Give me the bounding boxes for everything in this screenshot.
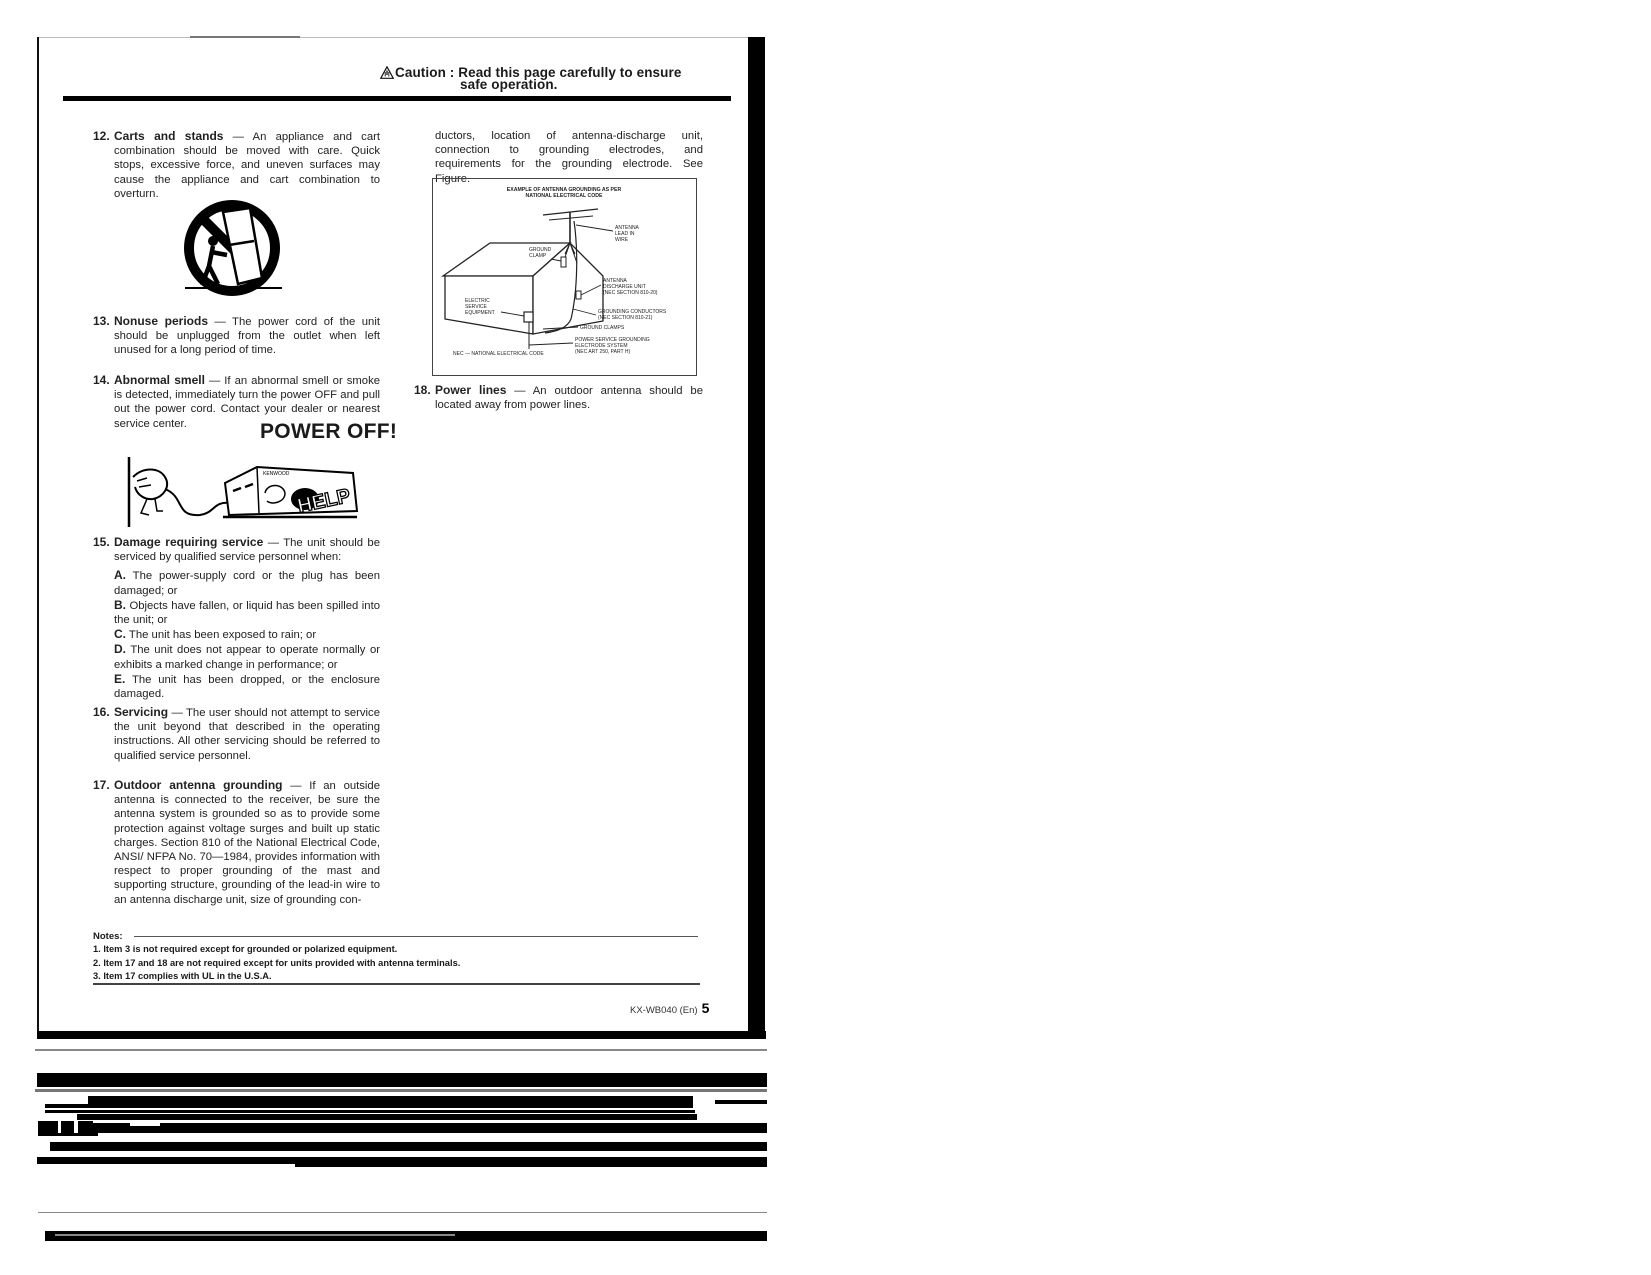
svg-text:KENWOOD: KENWOOD xyxy=(263,471,290,477)
subitem-e: E. The unit has been dropped, or the enclosure damaged. xyxy=(114,671,380,701)
notes-rule-bottom xyxy=(93,983,700,985)
svg-text:GROUNDING CONDUCTORS: GROUNDING CONDUCTORS xyxy=(598,309,667,315)
item-text: — If an outside antenna is connected to the receiver, be sure the antenna system is grounded so as to provide some protection against voltage surges and built up static charges. Section 810 of the National Electrical Code, ANSI/ NFPA No. 70—1984, provides information with respect to proper grounding of the mast and supporting structure, grounding of the lead-in wire to an antenna discharge unit, size of grounding con- xyxy=(114,780,380,906)
item-16-servicing xyxy=(93,705,380,763)
item-12-carts-and-stands xyxy=(93,129,380,201)
caution-header xyxy=(380,66,730,91)
item-number: 16. xyxy=(93,705,110,719)
svg-text:POWER SERVICE GROUNDING: POWER SERVICE GROUNDING xyxy=(575,337,650,343)
item-text: — The power cord of the unit should be unplugged from the outlet when left unused for a long period of time. xyxy=(114,316,380,357)
scan-artefacts xyxy=(35,1044,767,1244)
item-15-damage-requiring-service xyxy=(93,535,380,701)
item-17-continuation: ductors, location of antenna-discharge unit, connection to grounding electrodes, and requirements for the grounding electrode. See Figure. xyxy=(435,130,703,185)
item-text: — An appliance and cart combination should be moved with care. Quick stops, excessive force, and uneven surfaces may cause the appliance and cart combination to overturn. xyxy=(114,131,381,200)
svg-text:GROUND CLAMPS: GROUND CLAMPS xyxy=(580,325,625,331)
svg-text:ANTENNA: ANTENNA xyxy=(603,278,627,284)
svg-text:DISCHARGE UNIT: DISCHARGE UNIT xyxy=(603,284,646,290)
svg-text:EXAMPLE OF ANTENNA GROUNDING A: EXAMPLE OF ANTENNA GROUNDING AS PER xyxy=(506,187,622,193)
item-title: Carts and stands xyxy=(114,129,224,143)
notes-rule-top xyxy=(134,936,698,937)
item-number: 18. xyxy=(414,383,431,397)
item-text: — An outdoor antenna should be located away from power lines. xyxy=(435,385,703,412)
item-17-outdoor-antenna-grounding xyxy=(93,778,380,907)
notes-list xyxy=(93,943,460,984)
svg-text:ELECTRODE SYSTEM: ELECTRODE SYSTEM xyxy=(575,343,628,349)
notes-label: Notes: xyxy=(93,931,123,942)
caution-title-line1: Caution : Read this page carefully to ensure xyxy=(395,65,682,80)
item-title: Outdoor antenna grounding xyxy=(114,778,283,792)
caution-title-line2: safe operation. xyxy=(460,77,558,92)
item-text: — The user should not attempt to service the unit beyond that described in the operating instructions. All other servicing should be referred to qualified service personnel. xyxy=(114,707,380,762)
svg-text:WIRE: WIRE xyxy=(615,237,629,243)
item-title: Abnormal smell xyxy=(114,373,205,387)
item-number: 14. xyxy=(93,373,110,387)
svg-text:SERVICE: SERVICE xyxy=(465,304,487,310)
subitem-a: A. The power-supply cord or the plug has been damaged; or xyxy=(114,568,380,597)
svg-text:LEAD IN: LEAD IN xyxy=(615,231,635,237)
subitem-b: B. Objects have fallen, or liquid has been spilled into the unit; or xyxy=(114,597,380,627)
item-13-nonuse-periods xyxy=(93,314,380,358)
svg-text:EQUIPMENT: EQUIPMENT xyxy=(465,310,495,316)
item-number: 17. xyxy=(93,778,110,792)
item-title: Nonuse periods xyxy=(114,314,209,328)
antenna-grounding-figure xyxy=(432,178,697,376)
svg-text:NEC — NATIONAL ELECTRICAL CODE: NEC — NATIONAL ELECTRICAL CODE xyxy=(453,351,544,357)
header-rule xyxy=(63,96,731,101)
page-number: 5 xyxy=(701,1000,710,1016)
page-right-edge-bar xyxy=(748,37,765,1037)
warning-triangle-icon xyxy=(380,66,394,79)
item-number: 15. xyxy=(93,535,110,549)
page-top-mark xyxy=(190,36,300,38)
page-footer xyxy=(630,1000,709,1016)
note-2: 2. Item 17 and 18 are not required except for units provided with antenna terminals. xyxy=(93,957,461,968)
item-title: Servicing xyxy=(114,705,169,719)
page-top-edge xyxy=(37,37,749,38)
page-bottom-edge-bar xyxy=(37,1031,766,1039)
item-18-power-lines xyxy=(414,383,703,412)
svg-text:(NEC ART 250, PART H): (NEC ART 250, PART H) xyxy=(575,349,631,355)
page-left-edge xyxy=(37,37,39,1037)
note-3: 3. Item 17 complies with UL in the U.S.A. xyxy=(93,971,272,981)
subitem-c: C. The unit has been exposed to rain; or xyxy=(114,627,317,642)
unplug-help-illustration xyxy=(125,455,375,530)
svg-text:ELECTRIC: ELECTRIC xyxy=(465,298,490,304)
model-number: KX-WB040 (En) xyxy=(630,1005,698,1016)
svg-text:(NEC SECTION 810-20): (NEC SECTION 810-20) xyxy=(603,290,658,296)
svg-text:HELP: HELP xyxy=(295,484,353,518)
item-title: Power lines xyxy=(435,383,507,397)
item-text: — If an abnormal smell or smoke is detected, immediately turn the power OFF and pull out the power cord. Contact your dealer or nearest service center. xyxy=(114,375,381,430)
svg-text:NATIONAL ELECTRICAL CODE: NATIONAL ELECTRICAL CODE xyxy=(525,193,603,199)
note-1: 1. Item 3 is not required except for grounded or polarized equipment. xyxy=(93,944,398,954)
cart-tip-over-warning-icon xyxy=(180,200,285,300)
svg-text:ANTENNA: ANTENNA xyxy=(615,225,639,231)
svg-text:(NEC SECTION 810-21): (NEC SECTION 810-21) xyxy=(598,315,653,321)
svg-text:GROUND: GROUND xyxy=(529,247,552,253)
item-text: — The unit should be serviced by qualified service personnel when: xyxy=(114,537,381,564)
item-number: 12. xyxy=(93,129,110,143)
subitem-d: D. The unit does not appear to operate normally or exhibits a marked change in performance; or xyxy=(114,642,380,671)
house-grounding-diagram xyxy=(433,179,696,375)
power-off-heading: POWER OFF! xyxy=(260,420,398,443)
item-number: 13. xyxy=(93,314,110,328)
item-title: Damage requiring service xyxy=(114,535,264,549)
svg-text:CLAMP: CLAMP xyxy=(529,253,547,259)
